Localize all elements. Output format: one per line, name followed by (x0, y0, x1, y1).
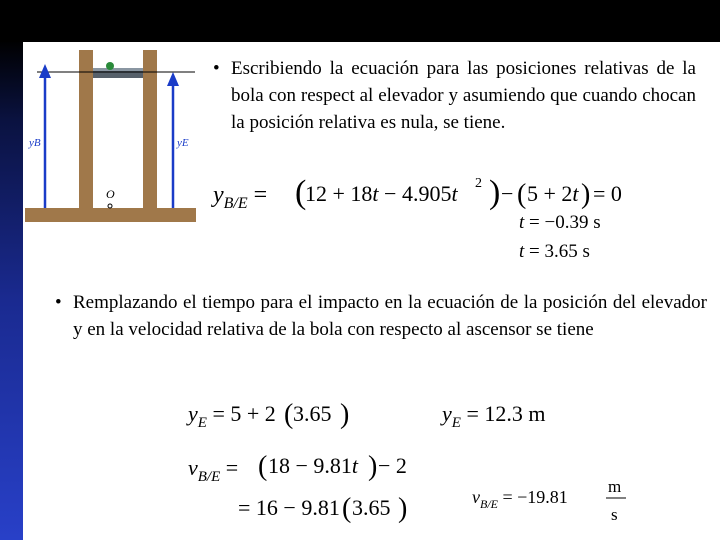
ground (25, 208, 196, 222)
svg-text:(: ( (284, 399, 294, 430)
v-relative-expression: $v_{B/E}$ = (188, 455, 239, 485)
svg-text:): ) (398, 493, 408, 524)
svg-text:−: − (501, 181, 514, 206)
v-relative-substitution: = 16 − 9.81 (238, 495, 340, 520)
svg-text:m: m (608, 477, 622, 496)
svg-text:= 0: = 0 (593, 181, 622, 206)
svg-text:): ) (368, 451, 378, 482)
bullet-1: • Escribiendo la ecuación para las posiciones relativas de la bola con respect al elevador y asumiendo que cuando chocan la posición relativa es nula, se tiene. (231, 55, 696, 136)
ball (106, 62, 114, 70)
origin-label: O (106, 187, 115, 201)
t1-solution: t = −0.39 s (519, 212, 601, 233)
bottom-equations (180, 395, 660, 530)
svg-text:3.65: 3.65 (293, 401, 332, 426)
svg-text:18 − 9.81t: 18 − 9.81t (268, 453, 359, 478)
svg-text:(: ( (342, 493, 352, 524)
svg-text:): ) (581, 179, 591, 210)
elevator-figure (23, 42, 198, 232)
slide-top-bar (0, 0, 720, 42)
yB-label: yB (29, 137, 41, 149)
svg-text:2: 2 (475, 176, 482, 191)
svg-text:− 2: − 2 (378, 453, 407, 478)
t2-solution: t = 3.65 s (519, 241, 590, 262)
left-column (79, 50, 93, 210)
svg-text:12 + 18t − 4.905t: 12 + 18t − 4.905t (305, 181, 458, 206)
svg-text:5 + 2t: 5 + 2t (527, 181, 579, 206)
svg-text:): ) (489, 174, 501, 211)
svg-text:s: s (611, 505, 618, 524)
svg-text:yB/E =: $y_{B/E}$ = (213, 182, 268, 212)
relative-position-equation (205, 165, 675, 265)
yE-value: $y_E = 12.3$ m (442, 401, 546, 431)
svg-text:3.65: 3.65 (352, 495, 391, 520)
svg-text:(: ( (258, 451, 268, 482)
yE-label: yE (177, 137, 189, 149)
elevator-diagram (23, 42, 198, 232)
bullet-2: • Remplazando el tiempo para el impacto en la ecuación de la posición del elevador y en la velocidad relativa de la bola con respecto al ascensor se tiene (73, 289, 707, 343)
yE-substitution: $y_E = 5 + 2$ (188, 401, 276, 431)
v-relative-value: $v_{B/E} = -19.81$ (472, 487, 568, 511)
right-column (143, 50, 157, 210)
svg-text:(: ( (517, 179, 527, 210)
svg-text:(: ( (295, 174, 307, 211)
bullet-1-text: Escribiendo la ecuación para las posiciones relativas de la bola con respect al elevador y asumiendo que cuando chocan la posición relativa es nula, se tiene. (231, 58, 696, 133)
svg-text:): ) (340, 399, 350, 430)
bullet-2-text: Remplazando el tiempo para el impacto en la ecuación de la posición del elevador y en la velocidad relativa de la bola con respecto al ascensor se tiene (73, 292, 707, 340)
